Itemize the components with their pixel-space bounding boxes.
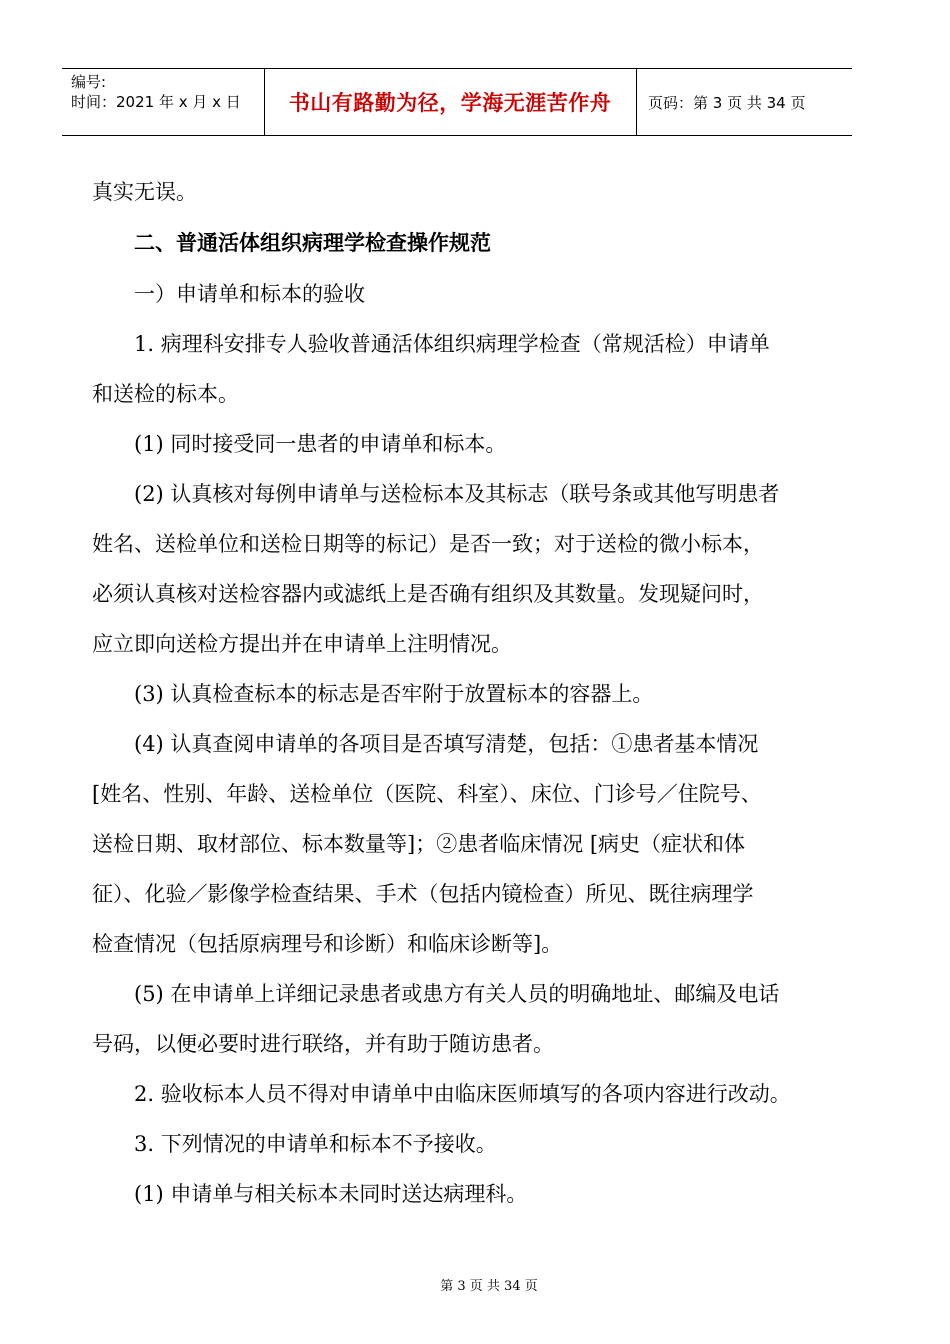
subsection-heading: 一）申请单和标本的验收: [134, 282, 365, 306]
document-time: 时间：2021 年 x 月 x 日: [71, 93, 241, 111]
section-heading: 二、普通活体组织病理学检查操作规范: [134, 231, 491, 255]
header-motto: 书山有路勤为径，学海无涯苦作舟: [288, 91, 612, 115]
body-text-line: 真实无误。: [92, 180, 197, 204]
header-meta: [71, 72, 241, 112]
body-text-line: 必须认真核对送检容器内或滤纸上是否确有组织及其数量。发现疑问时，: [92, 582, 764, 606]
page-header: [62, 68, 852, 136]
body-text-line: 征）、化验／影像学检查结果、手术（包括内镜检查）所见、既往病理学: [92, 882, 754, 906]
body-text-line: 2. 验收标本人员不得对申请单中由临床医师填写的各项内容进行改动。: [134, 1082, 791, 1106]
body-text-line: (4) 认真查阅申请单的各项目是否填写清楚，包括：①患者基本情况: [134, 732, 759, 756]
body-text-line: (2) 认真核对每例申请单与送检标本及其标志（联号条或其他写明患者: [134, 482, 780, 506]
body-text-line: 1. 病理科安排专人验收普通活体组织病理学检查（常规活检）申请单: [134, 332, 770, 356]
document-id-label: 编号:: [71, 73, 107, 91]
page-footer: 第 3 页 共 34 页: [440, 1279, 538, 1294]
body-text-line: 3. 下列情况的申请单和标本不予接收。: [134, 1132, 497, 1156]
body-text-line: (3) 认真检查标本的标志是否牢附于放置标本的容器上。: [134, 682, 654, 706]
body-text-line: 送检日期、取材部位、标本数量等]；②患者临床情况 [病史（症状和体: [92, 832, 746, 856]
body-text-line: 和送检的标本。: [92, 382, 239, 406]
body-text-line: (1) 申请单与相关标本未同时送达病理科。: [134, 1182, 528, 1206]
body-text-line: 号码，以便必要时进行联络，并有助于随访患者。: [92, 1032, 554, 1056]
body-text-line: 检查情况（包括原病理号和诊断）和临床诊断等]。: [92, 932, 563, 956]
header-divider: [636, 69, 637, 135]
body-text-line: [姓名、性别、年龄、送检单位（医院、科室）、床位、门诊号／住院号、: [92, 782, 762, 806]
body-text-line: (5) 在申请单上详细记录患者或患方有关人员的明确地址、邮编及电话: [134, 982, 780, 1006]
body-text-line: 姓名、送检单位和送检日期等的标记）是否一致；对于送检的微小标本，: [92, 532, 764, 556]
body-text-line: 应立即向送检方提出并在申请单上注明情况。: [92, 632, 512, 656]
header-page-info: 页码：第 3 页 共 34 页: [648, 93, 806, 112]
body-text-line: (1) 同时接受同一患者的申请单和标本。: [134, 432, 507, 456]
